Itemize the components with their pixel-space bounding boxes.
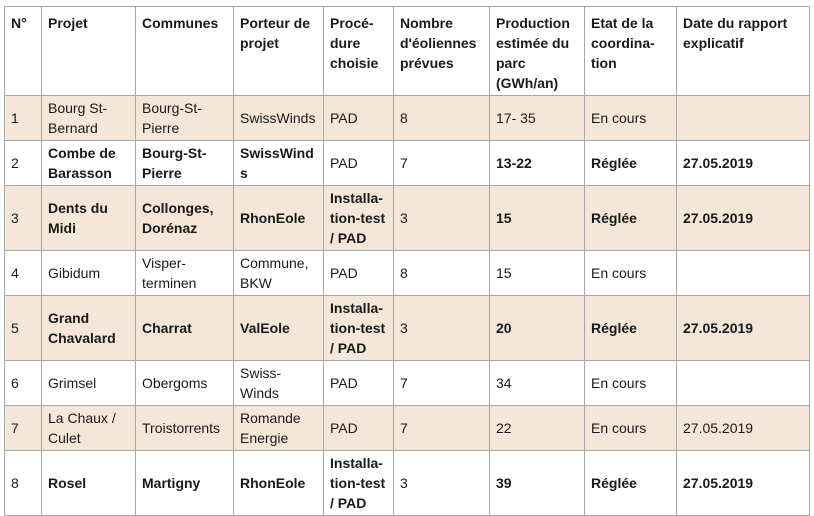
header-cell: Projet bbox=[42, 7, 136, 96]
cell-text: 3 bbox=[400, 210, 408, 226]
table-cell bbox=[585, 141, 677, 186]
table-cell bbox=[324, 141, 394, 186]
cell-text: SwissWinds bbox=[240, 145, 314, 181]
cell-text: 8 bbox=[400, 265, 408, 281]
cell-text: 15 bbox=[496, 265, 512, 281]
table-cell bbox=[490, 296, 585, 361]
table-cell bbox=[42, 361, 136, 406]
table-cell bbox=[234, 96, 324, 141]
cell-text: 3 bbox=[11, 210, 19, 226]
table-container bbox=[4, 6, 810, 516]
cell-text: SwissWinds bbox=[240, 110, 316, 126]
table-row bbox=[5, 186, 810, 251]
cell-text: RhonEole bbox=[240, 475, 306, 491]
table-row bbox=[5, 96, 810, 141]
table-cell bbox=[42, 451, 136, 516]
table-cell bbox=[490, 406, 585, 451]
cell-text: PAD bbox=[330, 110, 358, 126]
table-cell bbox=[136, 406, 234, 451]
cell-text: 5 bbox=[11, 320, 19, 336]
cell-text: Grand Chavalard bbox=[48, 310, 116, 346]
table-cell bbox=[394, 296, 490, 361]
cell-text: Commune, BKW bbox=[240, 255, 309, 291]
cell-text: Romande Energie bbox=[240, 410, 301, 446]
cell-text: Réglée bbox=[591, 210, 637, 226]
table-cell bbox=[490, 251, 585, 296]
table-cell bbox=[394, 96, 490, 141]
cell-text: 39 bbox=[496, 475, 512, 491]
table-cell bbox=[677, 406, 810, 451]
cell-text: Réglée bbox=[591, 475, 637, 491]
table-cell bbox=[585, 186, 677, 251]
table-cell bbox=[677, 141, 810, 186]
table-cell bbox=[5, 141, 42, 186]
table-cell bbox=[42, 186, 136, 251]
table-cell bbox=[234, 141, 324, 186]
table-cell bbox=[324, 406, 394, 451]
table-cell bbox=[490, 96, 585, 141]
table-cell bbox=[585, 451, 677, 516]
cell-text: Réglée bbox=[591, 320, 637, 336]
table-cell bbox=[324, 296, 394, 361]
cell-text: 8 bbox=[11, 475, 19, 491]
table-cell bbox=[136, 296, 234, 361]
header-cell: Communes bbox=[136, 7, 234, 96]
table-cell bbox=[585, 361, 677, 406]
cell-text: 3 bbox=[400, 475, 408, 491]
table-cell bbox=[324, 361, 394, 406]
table-cell bbox=[677, 451, 810, 516]
table-cell bbox=[394, 361, 490, 406]
table-row bbox=[5, 361, 810, 406]
cell-text: 3 bbox=[400, 320, 408, 336]
table-cell bbox=[677, 296, 810, 361]
cell-text: Bourg-St- Pierre bbox=[142, 100, 202, 136]
cell-text: 7 bbox=[400, 420, 408, 436]
table-cell bbox=[394, 406, 490, 451]
cell-text: 6 bbox=[11, 375, 19, 391]
header-cell: Procé- dure choisie bbox=[324, 7, 394, 96]
cell-text: En cours bbox=[591, 110, 647, 126]
wind-projects-table bbox=[4, 6, 810, 516]
cell-text: PAD bbox=[330, 155, 358, 171]
table-row bbox=[5, 141, 810, 186]
cell-text: 22 bbox=[496, 420, 512, 436]
cell-text: La Chaux / Culet bbox=[48, 410, 116, 446]
cell-text: RhonEole bbox=[240, 210, 306, 226]
cell-text: 27.05.2019 bbox=[683, 210, 754, 226]
cell-text: 17- 35 bbox=[496, 110, 536, 126]
cell-text: 15 bbox=[496, 210, 512, 226]
cell-text: 7 bbox=[11, 420, 19, 436]
cell-text: 27.05.2019 bbox=[683, 155, 754, 171]
cell-text: Bourg-St- Pierre bbox=[142, 145, 207, 181]
table-cell bbox=[324, 251, 394, 296]
header-row bbox=[5, 7, 810, 96]
cell-text: 7 bbox=[400, 375, 408, 391]
table-cell bbox=[136, 141, 234, 186]
cell-text: Installa- tion-test / PAD bbox=[330, 300, 386, 356]
table-cell bbox=[585, 96, 677, 141]
table-cell bbox=[5, 251, 42, 296]
table-cell bbox=[234, 296, 324, 361]
cell-text: Collonges, Dorénaz bbox=[142, 200, 214, 236]
table-cell bbox=[324, 451, 394, 516]
cell-text: Obergoms bbox=[142, 375, 208, 391]
table-cell bbox=[5, 296, 42, 361]
table-cell bbox=[5, 406, 42, 451]
table-cell bbox=[5, 361, 42, 406]
cell-text: Swiss- Winds bbox=[240, 365, 282, 401]
table-cell bbox=[136, 96, 234, 141]
cell-text: PAD bbox=[330, 420, 358, 436]
table-cell bbox=[490, 141, 585, 186]
table-cell bbox=[5, 451, 42, 516]
cell-text: En cours bbox=[591, 420, 647, 436]
table-cell bbox=[394, 451, 490, 516]
cell-text: Réglée bbox=[591, 155, 637, 171]
table-cell bbox=[5, 96, 42, 141]
table-cell bbox=[136, 361, 234, 406]
table-cell bbox=[585, 296, 677, 361]
cell-text: PAD bbox=[330, 375, 358, 391]
table-row bbox=[5, 406, 810, 451]
table-cell bbox=[394, 186, 490, 251]
table-cell bbox=[394, 251, 490, 296]
table-cell bbox=[394, 141, 490, 186]
cell-text: 8 bbox=[400, 110, 408, 126]
cell-text: PAD bbox=[330, 265, 358, 281]
cell-text: Visper- terminen bbox=[142, 255, 197, 291]
cell-text: Installa- tion-test / PAD bbox=[330, 190, 386, 246]
table-row bbox=[5, 451, 810, 516]
cell-text: ValEole bbox=[240, 320, 290, 336]
cell-text: 13-22 bbox=[496, 155, 532, 171]
cell-text: 1 bbox=[11, 110, 19, 126]
cell-text: 27.05.2019 bbox=[683, 475, 754, 491]
header-cell: Porteur de projet bbox=[234, 7, 324, 96]
table-cell bbox=[234, 406, 324, 451]
table-row bbox=[5, 251, 810, 296]
header-cell: Date du rapport explicatif bbox=[677, 7, 810, 96]
table-cell bbox=[136, 186, 234, 251]
cell-text: 27.05.2019 bbox=[683, 420, 754, 436]
cell-text: 27.05.2019 bbox=[683, 320, 754, 336]
table-cell bbox=[42, 296, 136, 361]
cell-text: 34 bbox=[496, 375, 512, 391]
cell-text: Rosel bbox=[48, 475, 87, 491]
cell-text: Troistorrents bbox=[142, 420, 221, 436]
cell-text: En cours bbox=[591, 375, 647, 391]
cell-text: 2 bbox=[11, 155, 19, 171]
cell-text: Combe de Barasson bbox=[48, 145, 116, 181]
cell-text: 7 bbox=[400, 155, 408, 171]
table-cell bbox=[677, 361, 810, 406]
cell-text: En cours bbox=[591, 265, 647, 281]
cell-text: Martigny bbox=[142, 475, 201, 491]
table-cell bbox=[42, 141, 136, 186]
header-cell: Production estimée du parc (GWh/an) bbox=[490, 7, 585, 96]
table-cell bbox=[585, 251, 677, 296]
table-cell bbox=[136, 451, 234, 516]
cell-text: Charrat bbox=[142, 320, 192, 336]
table-cell bbox=[234, 451, 324, 516]
cell-text: 20 bbox=[496, 320, 512, 336]
table-cell bbox=[677, 96, 810, 141]
table-cell bbox=[490, 361, 585, 406]
header-cell: Nombre d'éoliennes prévues bbox=[394, 7, 490, 96]
header-cell: Etat de la coordina- tion bbox=[585, 7, 677, 96]
table-cell bbox=[677, 251, 810, 296]
table-cell bbox=[490, 451, 585, 516]
table-cell bbox=[234, 251, 324, 296]
table-cell bbox=[5, 186, 42, 251]
table-cell bbox=[42, 251, 136, 296]
cell-text: Grimsel bbox=[48, 375, 97, 391]
cell-text: 4 bbox=[11, 265, 19, 281]
header-cell: N° bbox=[5, 7, 42, 96]
table-cell bbox=[136, 251, 234, 296]
table-cell bbox=[324, 186, 394, 251]
table-cell bbox=[677, 186, 810, 251]
table-cell bbox=[585, 406, 677, 451]
cell-text: Installa- tion-test / PAD bbox=[330, 455, 386, 511]
table-cell bbox=[324, 96, 394, 141]
table-cell bbox=[234, 361, 324, 406]
table-cell bbox=[42, 96, 136, 141]
cell-text: Gibidum bbox=[48, 265, 101, 281]
cell-text: Dents du Midi bbox=[48, 200, 108, 236]
table-cell bbox=[234, 186, 324, 251]
table-cell bbox=[42, 406, 136, 451]
table-cell bbox=[490, 186, 585, 251]
cell-text: Bourg St- Bernard bbox=[48, 100, 108, 136]
table-row bbox=[5, 296, 810, 361]
